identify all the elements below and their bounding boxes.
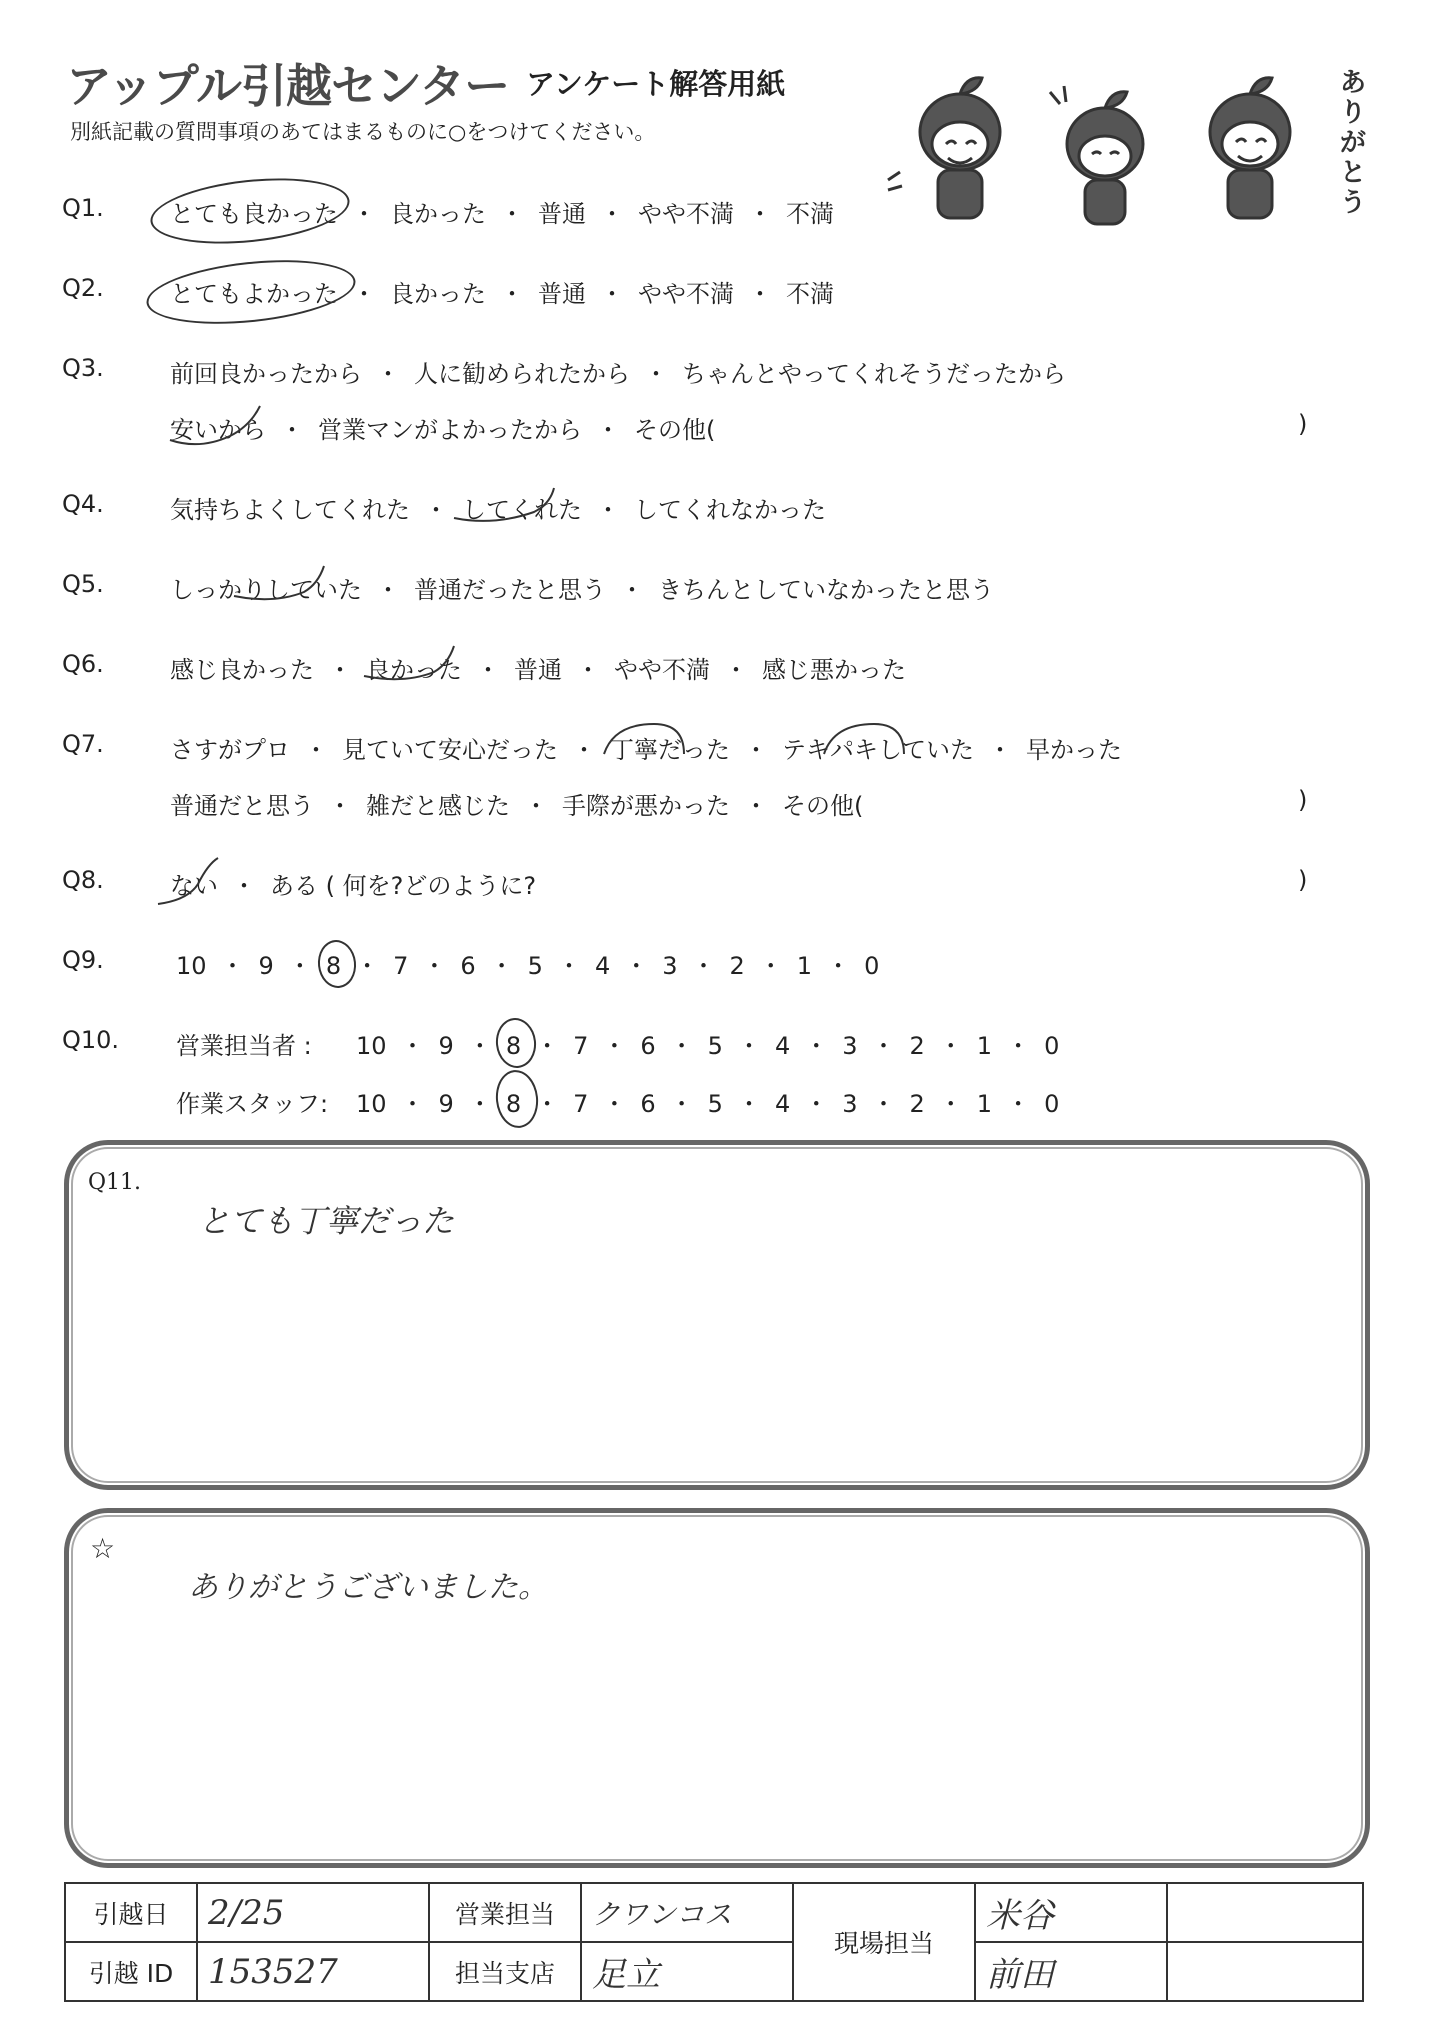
q1-option-1[interactable]: とても良かった — [170, 200, 338, 228]
q9-label: Q9. — [62, 946, 104, 974]
branch-label: 担当支店 — [429, 1942, 581, 2001]
q8-check-mark — [152, 854, 232, 914]
footer-empty-cell-1 — [1167, 1883, 1363, 1942]
move-date-label: 引越日 — [65, 1883, 197, 1942]
q6-check-mark — [360, 640, 470, 684]
q10-sales-score-9[interactable]: 9 — [438, 1032, 454, 1060]
q3-options-line-2: 安いから ・ 営業マンがよかったから ・ その他( — [170, 416, 716, 444]
q5-option-1[interactable]: しっかりしていた — [170, 576, 362, 604]
q10-staff-score-5[interactable]: 5 — [707, 1090, 723, 1118]
q5-option-3[interactable]: きちんとしていなかったと思う — [658, 576, 994, 604]
q9-score-1[interactable]: 1 — [796, 952, 813, 980]
q10-staff-scale: 10 ・ 9 ・ 8 ・ 7 ・ 6 ・ 5 ・ 4 ・ 3 ・ 2 ・ 1 ・ 0 — [356, 1090, 1060, 1118]
q2-options: とてもよかった ・ 良かった ・ 普通 ・ やや不満 ・ 不満 — [170, 280, 834, 308]
move-id-value: 153527 — [208, 1951, 338, 1992]
comment-star-label: ☆ — [90, 1532, 116, 1565]
site-staff-label: 現場担当 — [793, 1883, 975, 2001]
q10-staff-score-4[interactable]: 4 — [774, 1090, 791, 1118]
q10-sales-score-0[interactable]: 0 — [1044, 1032, 1060, 1060]
q10-staff-score-7[interactable]: 7 — [573, 1090, 589, 1118]
q7-options-line-2: 普通だと思う ・ 雑だと感じた ・ 手際が悪かった ・ その他( — [170, 792, 864, 820]
q9-score-9[interactable]: 9 — [258, 952, 274, 980]
q11-answer-box — [64, 1140, 1370, 1490]
sales-rep-value: クワンコス — [592, 1897, 733, 1931]
q10-sales-score-8[interactable]: 8 — [505, 1032, 522, 1060]
comment-handwritten-text: ありがとうございました。 — [188, 1570, 548, 1605]
q4-option-2[interactable]: してくれた — [462, 496, 582, 524]
q2-option-5[interactable]: 不満 — [786, 280, 834, 308]
q8-option-1[interactable]: ない — [170, 872, 218, 900]
q9-score-8[interactable]: 8 — [325, 952, 342, 980]
q4-option-3[interactable]: してくれなかった — [634, 496, 826, 524]
q10-label: Q10. — [62, 1026, 120, 1054]
branch-value: 足立 — [592, 1955, 660, 1995]
q7-option-other[interactable]: その他( — [782, 792, 864, 820]
sales-rep-label: 営業担当 — [429, 1883, 581, 1942]
q4-options: 気持ちよくしてくれた ・ してくれた ・ してくれなかった — [170, 496, 826, 524]
q10-sales-score-1[interactable]: 1 — [976, 1032, 993, 1060]
q2-option-2[interactable]: 良かった — [390, 280, 486, 308]
q10-sales-score-7[interactable]: 7 — [573, 1032, 589, 1060]
q9-score-10[interactable]: 10 — [176, 952, 207, 980]
q4-label: Q4. — [62, 490, 104, 518]
q10-staff-score-0[interactable]: 0 — [1044, 1090, 1060, 1118]
site-staff-value-2: 前田 — [986, 1955, 1054, 1995]
q10-staff-score-10[interactable]: 10 — [356, 1090, 387, 1118]
q10-staff-score-9[interactable]: 9 — [438, 1090, 454, 1118]
q10-staff-score-2[interactable]: 2 — [909, 1090, 925, 1118]
q9-scale: 10 ・ 9 ・ 8 ・ 7 ・ 6 ・ 5 ・ 4 ・ 3 ・ 2 ・ 1 ・ 0 — [176, 952, 880, 980]
q7-option-3[interactable]: 丁寧だった — [610, 736, 730, 764]
q10-staff-score-6[interactable]: 6 — [640, 1090, 656, 1118]
q6-options: 感じ良かった ・ 良かった ・ 普通 ・ やや不満 ・ 感じ悪かった — [170, 656, 906, 684]
q8-options: ない ・ ある ( 何を?どのように? — [170, 872, 537, 900]
q9-score-2[interactable]: 2 — [729, 952, 745, 980]
q10-sales-scale: 10 ・ 9 ・ 8 ・ 7 ・ 6 ・ 5 ・ 4 ・ 3 ・ 2 ・ 1 ・ 0 — [356, 1032, 1060, 1060]
site-staff-value-1: 米谷 — [986, 1896, 1054, 1936]
q7-check-mark-2 — [820, 718, 940, 762]
q3-paren-close: ) — [1298, 410, 1308, 438]
q10-staff-score-8[interactable]: 8 — [505, 1090, 522, 1118]
q9-score-6[interactable]: 6 — [460, 952, 476, 980]
q6-option-2[interactable]: 良かった — [366, 656, 462, 684]
q7-option-5[interactable]: 早かった — [1026, 736, 1122, 764]
company-title: アップル引越センター — [66, 59, 510, 113]
q7-option-1[interactable]: さすがプロ — [170, 736, 290, 764]
q4-check-mark — [448, 478, 568, 528]
q2-option-4[interactable]: やや不満 — [638, 280, 734, 308]
q10-sales-score-3[interactable]: 3 — [842, 1032, 858, 1060]
q2-label: Q2. — [62, 274, 104, 302]
q10-sales-score-4[interactable]: 4 — [774, 1032, 791, 1060]
q5-check-mark — [230, 560, 340, 604]
q7-label: Q7. — [62, 730, 104, 758]
q6-option-4[interactable]: やや不満 — [614, 656, 710, 684]
q11-label: Q11. — [88, 1170, 142, 1195]
q3-option-5[interactable]: 営業マンがよかったから — [318, 416, 582, 444]
q3-option-other[interactable]: その他( — [634, 416, 716, 444]
monkey-mascots-illustration — [880, 62, 1340, 232]
q4-option-1[interactable]: 気持ちよくしてくれた — [170, 496, 410, 524]
q10-sales-score-2[interactable]: 2 — [909, 1032, 925, 1060]
q5-options: しっかりしていた ・ 普通だったと思う ・ きちんとしていなかったと思う — [170, 576, 994, 604]
q3-check-mark — [166, 400, 276, 450]
q8-label: Q8. — [62, 866, 104, 894]
q11-handwritten-answer: とても丁寧だった — [198, 1202, 455, 1240]
q6-option-5[interactable]: 感じ悪かった — [762, 656, 906, 684]
q1-option-4[interactable]: やや不満 — [638, 200, 734, 228]
q7-option-2[interactable]: 見ていて安心だった — [342, 736, 558, 764]
q10-staff-score-1[interactable]: 1 — [976, 1090, 993, 1118]
q9-score-7[interactable]: 7 — [393, 952, 409, 980]
q9-score-5[interactable]: 5 — [527, 952, 543, 980]
q3-option-4[interactable]: 安いから — [170, 416, 266, 444]
q5-label: Q5. — [62, 570, 104, 598]
move-date-value: 2/25 — [208, 1892, 285, 1933]
q6-option-1[interactable]: 感じ良かった — [170, 656, 314, 684]
q7-option-6[interactable]: 普通だと思う — [170, 792, 314, 820]
instruction-text: 別紙記載の質問事項のあてはまるものに○をつけてください。 — [70, 120, 656, 144]
form-subtitle: アンケート解答用紙 — [526, 67, 786, 101]
q7-options-line-1: さすがプロ ・ 見ていて安心だった ・ 丁寧だった ・ テキパキしていた ・ 早かった — [170, 736, 1122, 764]
q7-option-7[interactable]: 雑だと感じた — [366, 792, 510, 820]
q7-option-8[interactable]: 手際が悪かった — [562, 792, 730, 820]
q9-score-4[interactable]: 4 — [594, 952, 611, 980]
q10-sales-score-10[interactable]: 10 — [356, 1032, 387, 1060]
q10-staff-score-3[interactable]: 3 — [842, 1090, 858, 1118]
footer-empty-cell-2 — [1167, 1942, 1363, 2001]
q8-option-2[interactable]: ある ( 何を?どのように? — [270, 872, 537, 900]
q3-option-2[interactable]: 人に勧められたから — [414, 360, 630, 388]
q9-score-0[interactable]: 0 — [864, 952, 880, 980]
q7-paren-close: ) — [1298, 786, 1308, 814]
q2-option-3[interactable]: 普通 — [538, 280, 586, 308]
q3-label: Q3. — [62, 354, 104, 382]
q2-option-1[interactable]: とてもよかった — [170, 280, 338, 308]
q3-option-3[interactable]: ちゃんとやってくれそうだったから — [682, 360, 1066, 388]
q1-label: Q1. — [62, 194, 104, 222]
q10-sales-sublabel: 営業担当者 : — [176, 1032, 312, 1060]
q1-options: とても良かった ・ 良かった ・ 普通 ・ やや不満 ・ 不満 — [170, 200, 834, 228]
thanks-vertical-text: ありがとう — [1339, 68, 1366, 218]
q1-option-5[interactable]: 不満 — [786, 200, 834, 228]
q10-sales-score-6[interactable]: 6 — [640, 1032, 656, 1060]
footer-info-table — [64, 1882, 1364, 2002]
q7-option-4[interactable]: テキパキしていた — [782, 736, 974, 764]
q1-option-2[interactable]: 良かった — [390, 200, 486, 228]
q3-options-line-1: 前回良かったから ・ 人に勧められたから ・ ちゃんとやってくれそうだったから — [170, 360, 1066, 388]
q7-check-mark-1 — [600, 718, 720, 762]
q9-score-3[interactable]: 3 — [662, 952, 678, 980]
q8-paren-close: ) — [1298, 866, 1308, 894]
q6-option-3[interactable]: 普通 — [514, 656, 562, 684]
q10-sales-score-5[interactable]: 5 — [707, 1032, 723, 1060]
move-id-label: 引越 ID — [65, 1942, 197, 2001]
q3-option-1[interactable]: 前回良かったから — [170, 360, 362, 388]
q1-option-3[interactable]: 普通 — [538, 200, 586, 228]
q10-staff-sublabel: 作業スタッフ: — [176, 1090, 329, 1118]
q6-label: Q6. — [62, 650, 104, 678]
q5-option-2[interactable]: 普通だったと思う — [414, 576, 606, 604]
